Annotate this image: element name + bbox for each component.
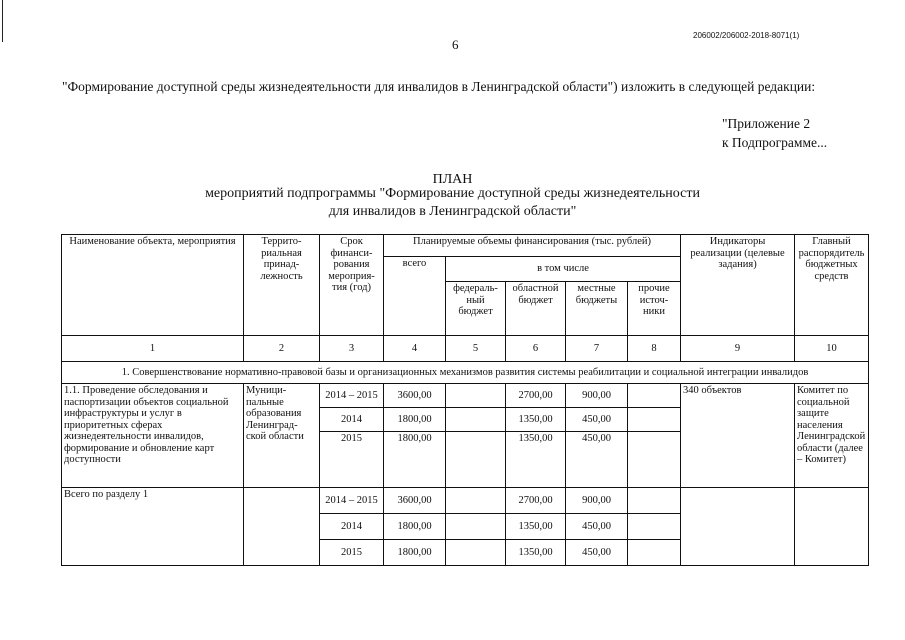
total-term: 2014 – 2015 <box>320 488 384 514</box>
header-regional: областной бюджет <box>506 282 566 336</box>
table-row <box>62 488 869 514</box>
item-local: 450,00 <box>566 408 628 432</box>
header-local: местные бюджеты <box>566 282 628 336</box>
item-name: 1.1. Проведение обследования и паспортизации объектов социальной инфраструктуры и услуг в приоритетных сферах жизнедеятельности инвалидов, формирование и обновление карт доступности <box>62 384 244 488</box>
total-local: 450,00 <box>566 540 628 566</box>
total-regional: 1350,00 <box>506 540 566 566</box>
item-local: 900,00 <box>566 384 628 408</box>
total-label: Всего по разделу 1 <box>62 488 244 566</box>
table-row <box>62 384 869 408</box>
total-total: 1800,00 <box>384 514 446 540</box>
left-margin-line <box>2 0 3 42</box>
item-other <box>628 408 681 432</box>
page-number: 6 <box>452 37 459 52</box>
intro-paragraph: "Формирование доступной среды жизнедеятельности для инвалидов в Ленинградской области") изложить в следующей редакции: <box>62 79 816 94</box>
header-total: всего <box>384 257 446 336</box>
col-number: 3 <box>320 336 384 362</box>
total-federal <box>446 514 506 540</box>
total-other <box>628 488 681 514</box>
appendix-line-1: "Приложение 2 <box>722 116 811 131</box>
total-other <box>628 514 681 540</box>
item-total: 1800,00 <box>384 432 446 488</box>
col-number: 10 <box>795 336 869 362</box>
item-regional: 1350,00 <box>506 408 566 432</box>
plan-table <box>61 234 869 566</box>
total-federal <box>446 488 506 514</box>
plan-subtitle-line-2: для инвалидов в Ленинградской области" <box>328 204 577 219</box>
item-term: 2014 <box>320 408 384 432</box>
header-federal: федераль-ный бюджет <box>446 282 506 336</box>
plan-subtitle-line-1: мероприятий подпрограммы "Формирование доступной среды жизнедеятельности <box>205 186 700 201</box>
item-federal <box>446 432 506 488</box>
total-local: 450,00 <box>566 514 628 540</box>
col-number: 2 <box>244 336 320 362</box>
header-term: Срок финанси-рования мероприя-тия (год) <box>320 235 384 336</box>
total-local: 900,00 <box>566 488 628 514</box>
document-id: 206002/206002-2018-8071(1) <box>693 31 800 40</box>
total-term: 2014 <box>320 514 384 540</box>
total-other <box>628 540 681 566</box>
appendix-reference <box>722 114 827 152</box>
item-federal <box>446 408 506 432</box>
col-number: 6 <box>506 336 566 362</box>
col-number: 4 <box>384 336 446 362</box>
total-regional: 1350,00 <box>506 514 566 540</box>
item-indicator: 340 объектов <box>681 384 795 488</box>
total-territory <box>244 488 320 566</box>
appendix-line-2: к Подпрограмме... <box>722 135 828 150</box>
plan-title: ПЛАН <box>432 172 473 187</box>
header-manager: Главный распорядитель бюджетных средств <box>795 235 869 336</box>
total-manager <box>795 488 869 566</box>
total-regional: 2700,00 <box>506 488 566 514</box>
item-total: 3600,00 <box>384 384 446 408</box>
col-number: 8 <box>628 336 681 362</box>
header-territory: Террито-риальная принад-лежность <box>244 235 320 336</box>
item-federal <box>446 384 506 408</box>
col-number: 9 <box>681 336 795 362</box>
total-total: 1800,00 <box>384 540 446 566</box>
total-federal <box>446 540 506 566</box>
header-name: Наименование объекта, мероприятия <box>62 235 244 336</box>
item-term: 2014 – 2015 <box>320 384 384 408</box>
header-other: прочие источ-ники <box>628 282 681 336</box>
col-number: 7 <box>566 336 628 362</box>
total-indicator <box>681 488 795 566</box>
total-term: 2015 <box>320 540 384 566</box>
item-term: 2015 <box>320 432 384 488</box>
item-regional: 1350,00 <box>506 432 566 488</box>
total-total: 3600,00 <box>384 488 446 514</box>
item-local: 450,00 <box>566 432 628 488</box>
header-indicators: Индикаторы реализации (целевые задания) <box>681 235 795 336</box>
item-territory: Муници-пальные образования Ленинград-ской области <box>244 384 320 488</box>
header-planned-financing: Планируемые объемы финансирования (тыс. рублей) <box>384 235 681 257</box>
col-number: 5 <box>446 336 506 362</box>
item-regional: 2700,00 <box>506 384 566 408</box>
section-title: 1. Совершенствование нормативно-правовой базы и организационных механизмов развития системы реабилитации и социальной интеграции инвалидов <box>62 362 869 384</box>
item-other <box>628 384 681 408</box>
item-manager: Комитет по социальной защите населения Ленинградской области (далее – Комитет) <box>795 384 869 488</box>
item-total: 1800,00 <box>384 408 446 432</box>
column-number-row <box>62 336 869 362</box>
item-other <box>628 432 681 488</box>
col-number: 1 <box>62 336 244 362</box>
header-including: в том числе <box>446 257 681 282</box>
